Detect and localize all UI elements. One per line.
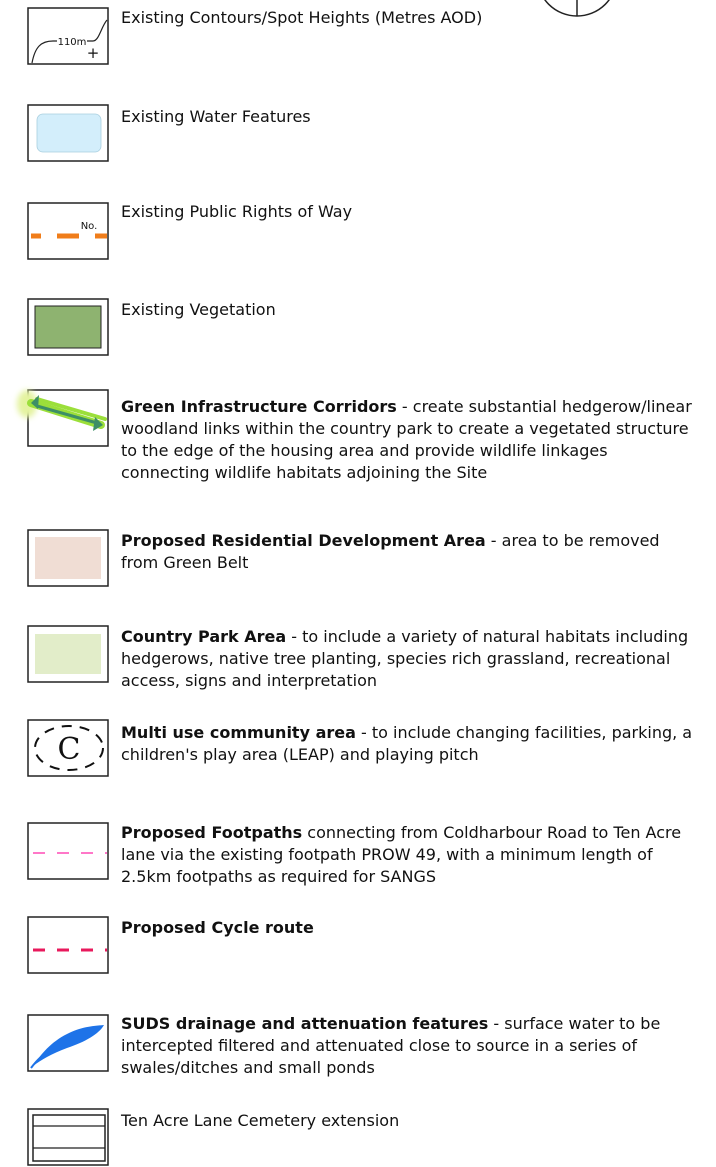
suds-symbol-icon (27, 1014, 109, 1072)
gi-corridors-title: Green Infrastructure Corridors (121, 397, 397, 416)
cycle-title: Proposed Cycle route (121, 918, 314, 937)
footpaths-title: Proposed Footpaths (121, 823, 303, 842)
cycle-route-symbol-icon (27, 916, 109, 974)
legend-text-suds: SUDS drainage and attenuation features - surface water to be intercepted filtered and attenuated close to source in a series of swales/ditches and small ponds (121, 1014, 661, 1077)
country-park-symbol-icon (27, 625, 109, 683)
residential-title: Proposed Residential Development Area (121, 531, 486, 550)
legend-text-gi-corridors: Green Infrastructure Corridors - create substantial hedgerow/linear woodland links within the country park to create a vegetated structure to the edge of the housing area and provide wildlife linkages connecting wildlife habitats adjoining the Site (121, 397, 692, 482)
legend-text-water: Existing Water Features (121, 107, 311, 126)
community-letter-label: C (57, 732, 81, 767)
legend-text-cemetery: Ten Acre Lane Cemetery extension (121, 1111, 400, 1130)
country-park-title: Country Park Area (121, 627, 287, 646)
legend-text-country-park: Country Park Area - to include a variety of natural habitats including hedgerows, native tree planting, species rich grassland, recreational access, signs and interpretation (121, 627, 689, 690)
footpath-symbol-icon (27, 822, 109, 880)
prow-symbol-icon (27, 202, 109, 260)
water-symbol-icon (27, 104, 109, 162)
legend-text-vegetation: Existing Vegetation (121, 300, 276, 319)
contour-symbol-icon (27, 7, 109, 65)
legend-text-prow: Existing Public Rights of Way (121, 202, 353, 221)
legend-text-community: Multi use community area - to include changing facilities, parking, a children's play area (LEAP) and playing pitch (121, 723, 693, 764)
legend-text-footpaths: Proposed Footpaths connecting from Coldharbour Road to Ten Acre lane via the existing footpath PROW 49, with a minimum length of 2.5km footpaths as required for SANGS (121, 823, 682, 886)
legend-text-contours: Existing Contours/Spot Heights (Metres AOD) (121, 8, 483, 27)
community-title: Multi use community area (121, 723, 356, 742)
gi-corridor-symbol-icon (27, 389, 109, 447)
suds-title: SUDS drainage and attenuation features (121, 1014, 489, 1033)
residential-symbol-icon (27, 529, 109, 587)
legend-text-residential: Proposed Residential Development Area - area to be removed from Green Belt (121, 531, 660, 572)
contour-height-label: 110m (57, 37, 87, 48)
vegetation-symbol-icon (27, 298, 109, 356)
cemetery-symbol-icon (27, 1108, 109, 1166)
spot-height-icon: + (86, 44, 100, 62)
legend-text-cycle (121, 917, 696, 939)
community-symbol-icon (27, 719, 109, 777)
prow-number-label: No. (80, 221, 98, 232)
